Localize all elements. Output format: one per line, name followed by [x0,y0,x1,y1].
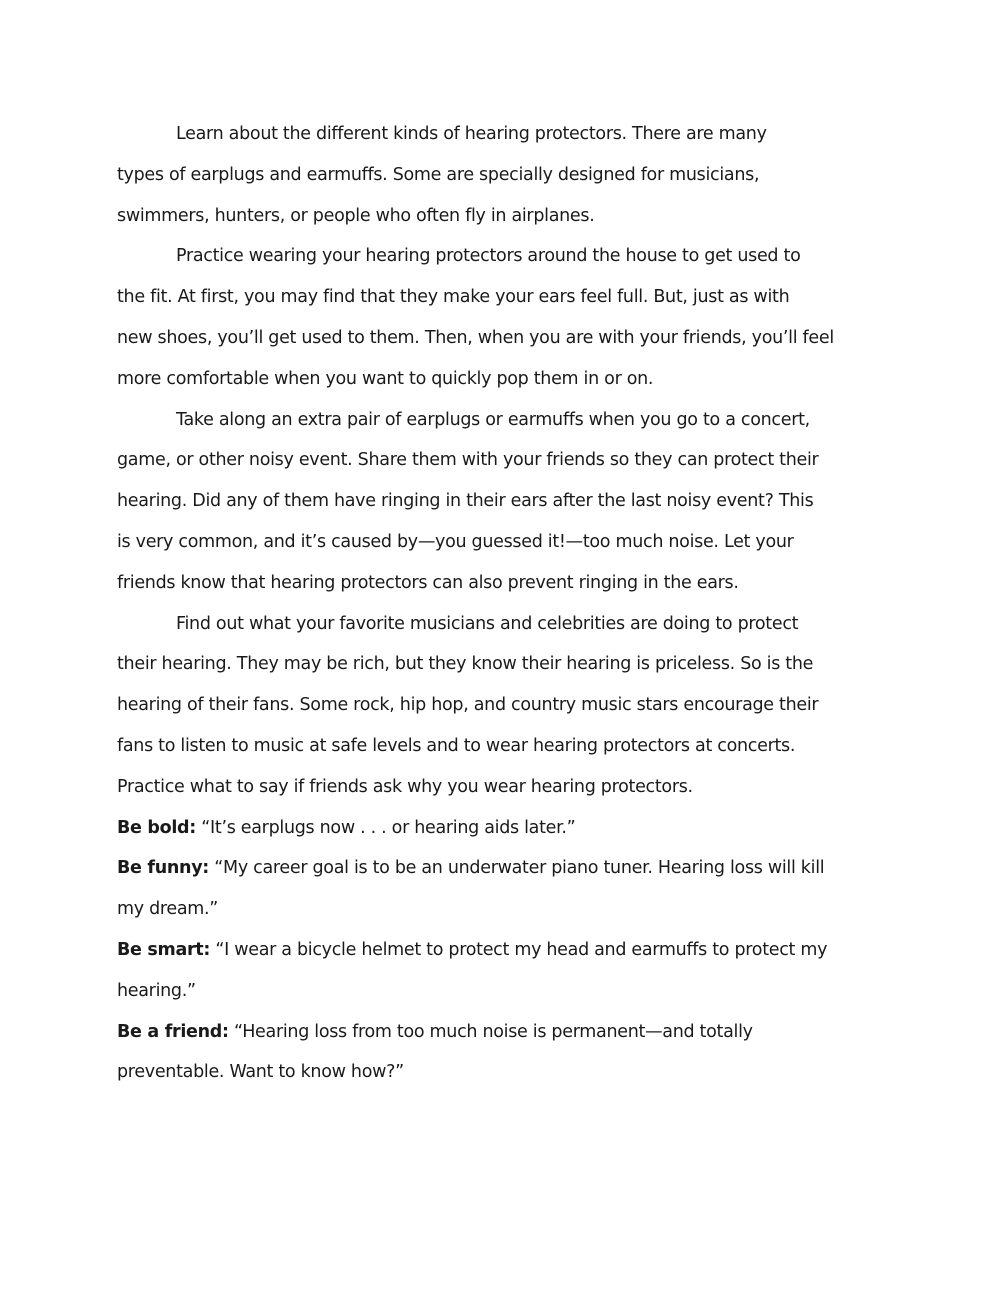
response-be-bold [117,808,897,849]
text-line: hearing of their fans. Some rock, hip hop, and country music stars encourage their [117,695,819,716]
response-label: Be a friend: [117,1021,229,1042]
text-line: game, or other noisy event. Share them with your friends so they can protect their [117,450,819,471]
response-be-a-friend [117,1012,897,1094]
response-label: Be smart: [117,939,211,960]
response-be-smart [117,930,897,1012]
text-line: friends know that hearing protectors can also prevent ringing in the ears. [117,572,739,593]
paragraph-musicians-celebrities [117,604,897,808]
text-line: swimmers, hunters, or people who often fly in airplanes. [117,205,595,226]
response-label: Be funny: [117,858,209,879]
response-label: Be bold: [117,817,196,838]
text-line: the fit. At first, you may find that they make your ears feel full. But, just as with [117,287,790,308]
text-line: hearing.” [117,980,196,1001]
text-line: Practice wearing your hearing protectors around the house to get used to [176,246,801,267]
text-line: more comfortable when you want to quickly pop them in or on. [117,368,654,389]
text-line: new shoes, you’ll get used to them. Then, when you are with your friends, you’ll feel [117,327,834,348]
text-line: my dream.” [117,899,219,920]
paragraph-practice-wearing [117,236,897,399]
response-quote: “Hearing loss from too much noise is permanent—and totally [233,1021,753,1042]
text-line: their hearing. They may be rich, but they know their hearing is priceless. So is the [117,654,814,675]
response-quote: “It’s earplugs now . . . or hearing aids later.” [201,817,576,838]
text-line: Take along an extra pair of earplugs or earmuffs when you go to a concert, [176,409,810,430]
paragraph-hearing-protector-types [117,114,897,236]
text-line: types of earplugs and earmuffs. Some are specially designed for musicians, [117,164,760,185]
document-page [117,114,897,1093]
response-be-funny [117,848,897,930]
text-line: Find out what your favorite musicians and celebrities are doing to protect [176,613,799,634]
text-line: is very common, and it’s caused by—you guessed it!—too much noise. Let your [117,531,794,552]
text-line: Practice what to say if friends ask why you wear hearing protectors. [117,776,693,797]
text-line: preventable. Want to know how?” [117,1062,404,1083]
text-line: hearing. Did any of them have ringing in their ears after the last noisy event? This [117,491,814,512]
text-line: Learn about the different kinds of hearing protectors. There are many [176,124,767,144]
response-quote: “My career goal is to be an underwater piano tuner. Hearing loss will kill [214,858,825,879]
paragraph-extra-pair [117,400,897,604]
response-quote: “I wear a bicycle helmet to protect my head and earmuffs to protect my [215,939,828,960]
text-line: fans to listen to music at safe levels and to wear hearing protectors at concerts. [117,735,796,756]
